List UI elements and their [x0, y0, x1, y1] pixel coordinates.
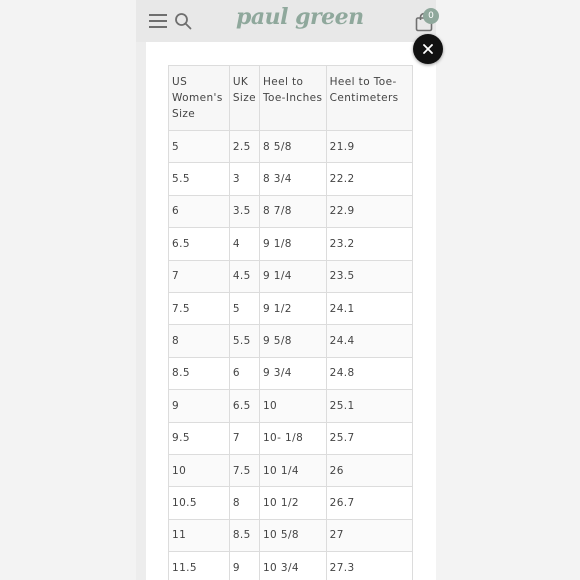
- search-icon[interactable]: [174, 12, 192, 30]
- cell-us-size: 11.5: [169, 552, 230, 580]
- cell-inches: 9 1/2: [259, 292, 326, 324]
- cell-inches: 9 1/8: [259, 228, 326, 260]
- cell-us-size: 10: [169, 454, 230, 486]
- table-row: [169, 487, 413, 519]
- brand-logo[interactable]: paul green: [236, 4, 364, 30]
- cell-centimeters: 25.1: [326, 390, 412, 422]
- cell-inches: 8 3/4: [259, 163, 326, 195]
- cell-inches: 8 7/8: [259, 195, 326, 227]
- cell-uk-size: 5.5: [229, 325, 259, 357]
- cell-inches: 9 3/4: [259, 357, 326, 389]
- cell-inches: 10- 1/8: [259, 422, 326, 454]
- cell-inches: 9 1/4: [259, 260, 326, 292]
- cell-centimeters: 25.7: [326, 422, 412, 454]
- cell-uk-size: 7: [229, 422, 259, 454]
- cell-uk-size: 3: [229, 163, 259, 195]
- cell-us-size: 9: [169, 390, 230, 422]
- cell-centimeters: 27: [326, 519, 412, 551]
- cart-count-badge: 0: [423, 8, 439, 24]
- table-row: [169, 454, 413, 486]
- cell-centimeters: 26: [326, 454, 412, 486]
- cell-uk-size: 3.5: [229, 195, 259, 227]
- cell-uk-size: 4: [229, 228, 259, 260]
- cell-us-size: 7.5: [169, 292, 230, 324]
- cell-uk-size: 9: [229, 552, 259, 580]
- table-row: [169, 228, 413, 260]
- cell-us-size: 6.5: [169, 228, 230, 260]
- table-row: [169, 519, 413, 551]
- cell-centimeters: 24.1: [326, 292, 412, 324]
- cell-us-size: 10.5: [169, 487, 230, 519]
- cell-us-size: 6: [169, 195, 230, 227]
- cell-centimeters: 23.2: [326, 228, 412, 260]
- table-row: [169, 552, 413, 580]
- table-row: [169, 357, 413, 389]
- cell-uk-size: 7.5: [229, 454, 259, 486]
- cell-uk-size: 5: [229, 292, 259, 324]
- cell-uk-size: 6: [229, 357, 259, 389]
- cell-us-size: 5.5: [169, 163, 230, 195]
- column-header-centimeters: Heel to Toe-Centimeters: [326, 66, 412, 131]
- table-row: [169, 163, 413, 195]
- table-row: [169, 422, 413, 454]
- cell-inches: 8 5/8: [259, 131, 326, 163]
- cell-us-size: 8.5: [169, 357, 230, 389]
- cell-us-size: 11: [169, 519, 230, 551]
- cell-centimeters: 24.8: [326, 357, 412, 389]
- cell-uk-size: 8: [229, 487, 259, 519]
- cell-centimeters: 22.2: [326, 163, 412, 195]
- cell-us-size: 8: [169, 325, 230, 357]
- cell-centimeters: 24.4: [326, 325, 412, 357]
- cell-uk-size: 4.5: [229, 260, 259, 292]
- page-background-left: [0, 0, 136, 580]
- table-row: [169, 131, 413, 163]
- close-icon: [413, 34, 443, 64]
- cell-centimeters: 22.9: [326, 195, 412, 227]
- table-row: [169, 325, 413, 357]
- close-button[interactable]: [413, 34, 443, 64]
- table-row: [169, 260, 413, 292]
- cell-inches: 10 1/4: [259, 454, 326, 486]
- table-row: [169, 292, 413, 324]
- cell-centimeters: 21.9: [326, 131, 412, 163]
- cell-inches: 10: [259, 390, 326, 422]
- table-row: [169, 390, 413, 422]
- hamburger-icon[interactable]: [149, 14, 167, 28]
- column-header-inches: Heel to Toe-Inches: [259, 66, 326, 131]
- table-header-row: [169, 66, 413, 131]
- cell-us-size: 7: [169, 260, 230, 292]
- cell-uk-size: 2.5: [229, 131, 259, 163]
- cell-us-size: 9.5: [169, 422, 230, 454]
- cell-inches: 10 3/4: [259, 552, 326, 580]
- table-row: [169, 195, 413, 227]
- cell-centimeters: 26.7: [326, 487, 412, 519]
- cell-us-size: 5: [169, 131, 230, 163]
- column-header-us-size: US Women's Size: [169, 66, 230, 131]
- size-chart-table: [168, 65, 413, 580]
- page-background-right: [436, 0, 580, 580]
- cell-uk-size: 8.5: [229, 519, 259, 551]
- cell-inches: 10 1/2: [259, 487, 326, 519]
- cell-inches: 10 5/8: [259, 519, 326, 551]
- size-chart-body: [169, 131, 413, 580]
- column-header-uk-size: UK Size: [229, 66, 259, 131]
- cell-uk-size: 6.5: [229, 390, 259, 422]
- cell-centimeters: 23.5: [326, 260, 412, 292]
- cell-inches: 9 5/8: [259, 325, 326, 357]
- site-header: [136, 0, 436, 42]
- cell-centimeters: 27.3: [326, 552, 412, 580]
